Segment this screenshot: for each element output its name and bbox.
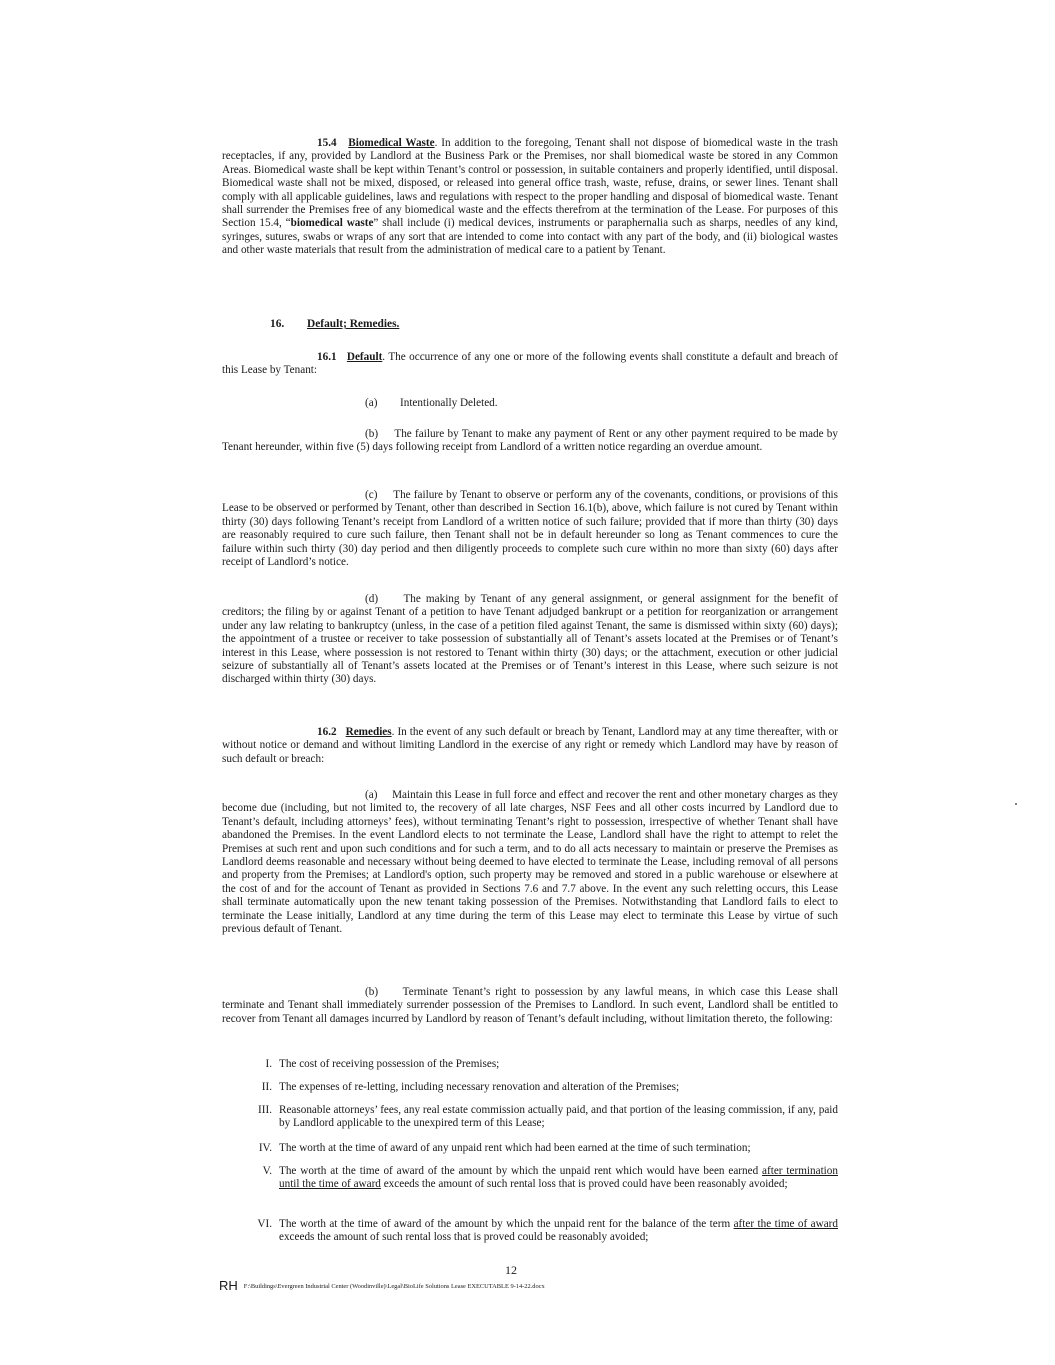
item-label: (a) — [365, 789, 378, 801]
section-16-heading — [270, 318, 399, 330]
section-text: . In the event of any such default or breach by Tenant, Landlord may at any time thereafter, with or without notice or demand and without limiting Landlord in the exercise of any right or remedy which Landlord may have by reason of such default or breach: — [222, 726, 839, 765]
item-text: The failure by Tenant to observe or perform any of the covenants, conditions, or provisions of this Lease to be observed or performed by Tenant, other than described in Section 16.1(b), above, which failure is not cured by Tenant within thirty (30) days following Tenant’s receipt from Landlord of a written notice of such failure; provided that if more than thirty (30) days are reasonably required to cure such failure, then Tenant shall not be in default hereunder so long as Tenant commences to cure the failure within such thirty (30) day period and then diligently proceeds to complete such cure within no more than sixty (60) days after receipt of Landlord’s notice. — [222, 489, 839, 569]
scan-speck — [1015, 803, 1017, 805]
item-text: Maintain this Lease in full force and effect and recover the rent and other monetary charges as they become due (including, but not limited to, the recovery of all late charges, NSF Fees and all other costs incurred by Landlord due to Tenant’s default, including attorneys’ fees), without terminating Tenant’s right to possession, irrespective of whether Tenant shall have abandoned the Premises. In the event Landlord elects to not terminate the Lease, Landlord shall have the right to attempt to relet the Premises at such rent and upon such conditions and for such a term, and to do all acts necessary to maintain or preserve the Premises as Landlord deems reasonable and necessary without being deemed to have elected to terminate the Lease, including removal of all persons and property from the Premises; at Landlord's option, such property may be removed and stored in a public warehouse or elsewhere at the cost of and for the account of Tenant as provided in Sections 7.6 and 7.7 above. In the event any such reletting occurs, this Lease shall terminate automatically upon the new tenant taking possession of the Premises. Notwithstanding that Landlord fails to elect to terminate the Lease initially, Landlord at any time during the term of this Lease may elect to terminate this Lease by virtue of such previous default of Tenant. — [222, 789, 838, 936]
page-number: 12 — [505, 1263, 517, 1277]
item-label: (b) — [365, 986, 379, 998]
list-text: The worth at the time of award of the amount by which the unpaid rent which would have been earned after termination until the time of award exceeds the amount of such rental loss that is proved could have been reasonably avoided; — [279, 1165, 838, 1191]
section-number: 16.2 — [317, 726, 337, 738]
list-numeral: I. — [265, 1058, 272, 1070]
section-16-1 — [222, 351, 838, 378]
item-text: The failure by Tenant to make any payment of Rent or any other payment required to be made by Tenant hereunder, within five (5) days following receipt from Landlord of a written notice regarding an overdue amount. — [222, 428, 838, 454]
section-title: Default — [346, 351, 383, 363]
list-numeral: II. — [261, 1081, 272, 1093]
list-numeral: IV. — [258, 1142, 272, 1154]
initials: RH — [219, 1278, 238, 1293]
section-16-2-b — [222, 986, 838, 1026]
section-text: . In addition to the foregoing, Tenant shall not dispose of biomedical waste in the trash receptacles, if any, provided by Landlord at the Business Park or the Premises, nor shall biomedical waste be stored in any Common Areas. Biomedical waste shall be kept within Tenant’s control or possession, in suitable containers and properly identified, until disposal. Biomedical waste shall not be mixed, disposed, or released into general office trash, waste, refuse, drains, or sewer lines. Tenant shall comply with all applicable guidelines, laws and regulations with respect to the proper handling and disposal of biomedical waste. Tenant shall surrender the Premises free of any biomedical waste and the effects therefrom at the termination of the Lease. For purposes of this Section 15.4, “ — [222, 137, 839, 230]
list-numeral: III. — [258, 1104, 272, 1116]
section-16-2 — [222, 726, 838, 766]
section-title: Biomedical Waste — [348, 137, 435, 149]
section-title: Default; Remedies. — [307, 318, 400, 330]
defined-term: biomedical waste — [290, 217, 374, 230]
item-text: Terminate Tenant’s right to possession by any lawful means, in which case this Lease shall terminate and Tenant shall immediately surrender possession of the Premises to Landlord. In such event, Landlord shall be entitled to recover from Tenant all damages incurred by Landlord by reason of Tenant’s default including, without limitation thereto, the following: — [222, 986, 839, 1025]
file-path: F:\Buildings\Evergreen Industrial Center (Woodinville)\Legal\BioLife Solutions Lease EXECUTABLE 9-14-22.docx — [243, 1283, 545, 1290]
list-text: The worth at the time of award of the amount by which the unpaid rent for the balance of the term after the time of award exceeds the amount of such rental loss that is proved could be reasonably avoided; — [279, 1218, 838, 1244]
section-number: 16. — [270, 318, 285, 330]
list-text: Reasonable attorneys’ fees, any real estate commission actually paid, and that portion of the leasing commission, if any, paid by Landlord applicable to the unexpired term of this Lease; — [279, 1104, 838, 1130]
footer — [219, 1277, 545, 1295]
section-15-4 — [222, 137, 838, 258]
section-16-1-a — [365, 397, 498, 409]
item-text: Intentionally Deleted. — [400, 397, 498, 409]
section-text-cont: ” shall include (i) medical devices, instruments or paraphernalia such as sharps, needles of any kind, syringes, sutures, swabs or wraps of any sort that are intended to come into contact with any part of the body, and (ii) biological wastes and other waste materials that result from the administration of medical care to a patient by Tenant. — [222, 217, 838, 257]
item-label: (a) — [365, 397, 378, 409]
section-number: 15.4 — [317, 137, 337, 149]
list-text: The cost of receiving possession of the Premises; — [279, 1058, 500, 1070]
section-16-1-b — [222, 428, 838, 455]
list-numeral: VI. — [257, 1218, 272, 1230]
list-text: The worth at the time of award of any unpaid rent which had been earned at the time of such termination; — [279, 1142, 751, 1154]
item-label: (c) — [365, 489, 378, 501]
section-16-1-c — [222, 489, 838, 569]
list-numeral: V. — [262, 1165, 272, 1177]
item-label: (b) — [365, 428, 379, 440]
section-number: 16.1 — [317, 351, 337, 363]
item-text: The making by Tenant of any general assignment, or general assignment for the benefit of creditors; the filing by or against Tenant of a petition to have Tenant adjudged bankrupt or a petition for reorganization or arrangement under any law relating to bankruptcy (unless, in the case of a petition filed against Tenant, the same is dismissed within sixty (60) days); the appointment of a trustee or receiver to take possession of substantially all of Tenant’s assets located at the Premises or of Tenant’s interest in this Lease, where possession is not restored to Tenant within thirty (30) days; or the attachment, execution or other judicial seizure of substantially all of Tenant’s assets located at the Premises or of Tenant’s interest in this Lease, where such seizure is not discharged within thirty (30) days. — [222, 593, 838, 686]
section-title: Remedies — [345, 726, 392, 738]
list-text: The expenses of re-letting, including necessary renovation and alteration of the Premises; — [279, 1081, 680, 1093]
item-label: (d) — [365, 593, 379, 605]
section-text: . The occurrence of any one or more of the following events shall constitute a default and breach of this Lease by Tenant: — [222, 351, 838, 377]
section-16-2-a — [222, 789, 838, 936]
section-16-1-d — [222, 593, 838, 687]
